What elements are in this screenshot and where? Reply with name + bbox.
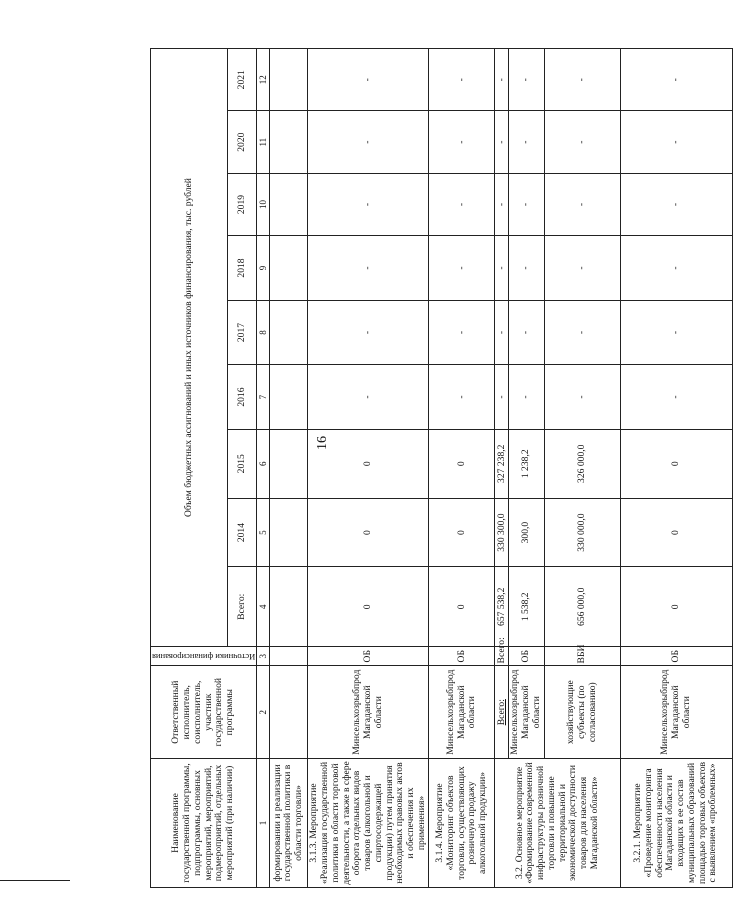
row-value-2020: -: [495, 111, 509, 173]
row-value-total: 0: [429, 567, 495, 647]
row-executor: хозяйствующие субъекты (по согласованию): [544, 666, 620, 759]
row-source: ВБИ: [544, 647, 620, 666]
row-value-2017: [270, 300, 308, 365]
row-value-2021: [270, 49, 308, 111]
header-year-2016: 2016: [227, 365, 257, 430]
row-value-2015: 1 238,2: [509, 429, 544, 498]
col-num-11: 11: [257, 111, 270, 173]
table-row: [620, 49, 732, 888]
col-num-7: 7: [257, 365, 270, 430]
footer-rule: [0, 880, 70, 881]
row-value-2018: -: [308, 236, 429, 301]
row-executor: Минсельхозрыбпрод Магаданской области: [308, 666, 429, 759]
row-value-2015: 327 238,2: [495, 429, 509, 498]
col-num-12: 12: [257, 49, 270, 111]
row-value-2016: [270, 365, 308, 430]
row-value-2017: -: [495, 300, 509, 365]
row-value-2014: 0: [620, 498, 732, 567]
row-value-2021: -: [544, 49, 620, 111]
row-value-2021: -: [308, 49, 429, 111]
row-value-2014: 0: [308, 498, 429, 567]
header-year-2014: 2014: [227, 498, 257, 567]
row-value-2019: -: [495, 173, 509, 235]
header-volume: Объем бюджетных ассигнований и иных источников финансирования, тыс. рублей: [151, 49, 228, 647]
header-source: [151, 647, 257, 666]
row-name: формировании и реализации государственной политики в области торговли»: [270, 758, 308, 887]
row-source: ОБ: [429, 647, 495, 666]
row-value-2020: -: [509, 111, 544, 173]
row-value-2014: 330 000,0: [544, 498, 620, 567]
row-value-total: 0: [308, 567, 429, 647]
row-value-2017: -: [429, 300, 495, 365]
row-source: ОБ: [620, 647, 732, 666]
row-value-2014: 330 300,0: [495, 498, 509, 567]
row-value-2018: [270, 236, 308, 301]
row-value-2021: -: [509, 49, 544, 111]
row-value-2016: -: [429, 365, 495, 430]
row-value-total: 1 538,2: [509, 567, 544, 647]
row-value-2018: -: [509, 236, 544, 301]
header-year-2021: 2021: [227, 49, 257, 111]
row-value-2020: -: [544, 111, 620, 173]
row-value-2018: -: [429, 236, 495, 301]
col-num-5: 5: [257, 498, 270, 567]
row-value-2016: -: [620, 365, 732, 430]
row-value-2017: -: [509, 300, 544, 365]
row-value-2016: -: [509, 365, 544, 430]
page-number: 16: [315, 436, 330, 450]
table-row: [429, 49, 495, 888]
row-value-2018: -: [495, 236, 509, 301]
row-executor: Минсельхозрыбпрод Магаданской области: [429, 666, 495, 759]
row-value-2019: -: [509, 173, 544, 235]
table-row: [270, 49, 308, 888]
header-year-2017: 2017: [227, 300, 257, 365]
header-executor: Ответственный исполнитель, соисполнитель, участник государственной программы: [151, 666, 257, 759]
header-total: Всего:: [227, 567, 257, 647]
row-source: Всего:: [495, 647, 509, 666]
col-num-9: 9: [257, 236, 270, 301]
header-year-2018: 2018: [227, 236, 257, 301]
col-num-1: 1: [257, 758, 270, 887]
row-value-total: 656 000,0: [544, 567, 620, 647]
row-name: 3.1.3. Мероприятие «Реализация государственной политики в области торговой деятельности, а также в сфере оборота отдельных видов товаров (алкогольной и спиртосодержащей продукции) путем принятия необходимых правовых актов и обеспечения их применения»: [308, 758, 429, 887]
table-row: [495, 49, 509, 888]
row-source: ОБ: [308, 647, 429, 666]
row-value-2015: [270, 429, 308, 498]
row-value-2019: -: [620, 173, 732, 235]
row-value-2016: -: [308, 365, 429, 430]
row-value-2021: -: [620, 49, 732, 111]
row-value-2017: -: [544, 300, 620, 365]
row-value-2017: -: [308, 300, 429, 365]
row-name: 3.2.1. Мероприятие «Проведение мониторинга обеспеченности населения Магаданской области и входящих в ее состав муниципальных образований площадью торговых объектов с выявлением «проблемных»: [620, 758, 732, 887]
col-num-2: 2: [257, 666, 270, 759]
row-value-2014: [270, 498, 308, 567]
header-source-text: Источники финансирования: [152, 651, 256, 662]
row-value-2018: -: [620, 236, 732, 301]
row-value-2019: -: [429, 173, 495, 235]
row-source: ОБ: [509, 647, 544, 666]
row-value-2015: 0: [620, 429, 732, 498]
table-row: [308, 49, 429, 888]
row-executor: Минсельхозрыбпрод Магаданской области: [620, 666, 732, 759]
col-num-10: 10: [257, 173, 270, 235]
row-value-2019: [270, 173, 308, 235]
budget-table: [150, 48, 733, 888]
row-value-2020: [270, 111, 308, 173]
row-value-2020: -: [308, 111, 429, 173]
row-executor: Минсельхозрыбпрод Магаданской области: [509, 666, 544, 759]
row-value-2015: 0: [308, 429, 429, 498]
row-value-total: 0: [620, 567, 732, 647]
header-name: Наименование государственной программы, подпрограммы, основных мероприятий, мероприятий, подмероприятий, отдельных мероприятий (при наличии): [151, 758, 257, 887]
row-value-2018: -: [544, 236, 620, 301]
col-num-3: 3: [257, 647, 270, 666]
row-executor: [270, 666, 308, 759]
row-value-2020: -: [429, 111, 495, 173]
header-year-2019: 2019: [227, 173, 257, 235]
row-value-2014: 0: [429, 498, 495, 567]
row-value-total: [270, 567, 308, 647]
header-year-2015: 2015: [227, 429, 257, 498]
row-value-2016: -: [495, 365, 509, 430]
row-value-2019: -: [308, 173, 429, 235]
row-executor: Всего:: [495, 666, 509, 759]
row-value-2019: -: [544, 173, 620, 235]
row-value-2017: -: [620, 300, 732, 365]
row-value-2020: -: [620, 111, 732, 173]
row-value-2016: -: [544, 365, 620, 430]
row-source: [270, 647, 308, 666]
col-num-6: 6: [257, 429, 270, 498]
row-name: 3.1.4. Мероприятие «Мониторинг объектов торговли, осуществляющих розничную продажу алкогольной продукции»: [429, 758, 495, 887]
col-num-4: 4: [257, 567, 270, 647]
row-value-2015: 326 000,0: [544, 429, 620, 498]
row-value-total: 657 538,2: [495, 567, 509, 647]
row-value-2021: -: [429, 49, 495, 111]
header-year-2020: 2020: [227, 111, 257, 173]
rotated-table-wrapper: [150, 48, 733, 888]
row-value-2014: 300,0: [509, 498, 544, 567]
column-number-row: [257, 49, 270, 888]
row-value-2021: -: [495, 49, 509, 111]
row-value-2015: 0: [429, 429, 495, 498]
row-name: 3.2. Основное мероприятие «Формирование современной инфраструктуры розничной торговли и повышение территориальной и экономической доступности товаров для населения Магаданской области»: [495, 758, 620, 887]
col-num-8: 8: [257, 300, 270, 365]
